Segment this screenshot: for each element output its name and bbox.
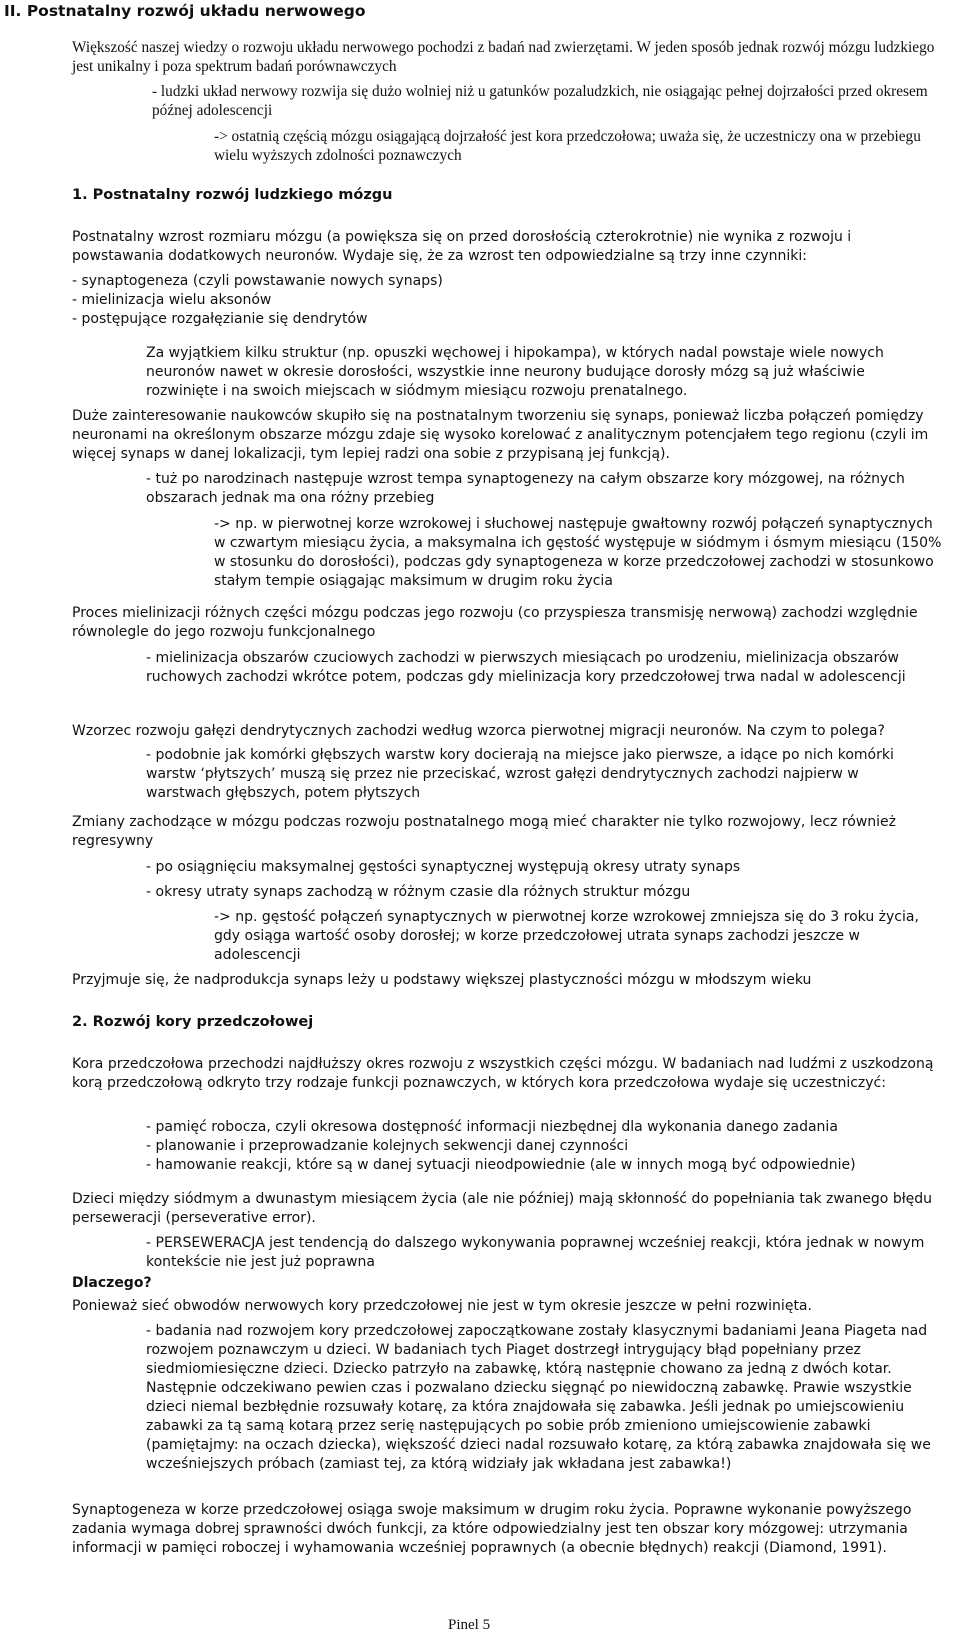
regression-arrow-point: -> np. gęstość połączeń synaptycznych w pierwotnej korze wzrokowej zmniejsza się do 3 roku życia, gdy osiąga wartość osoby dorosłej; w korze przedczołowej utrata synaps zachodzi jeszcze w adolescencji <box>214 909 919 963</box>
overproduction-paragraph: Przyjmuje się, że nadprodukcja synaps leży u podstawy większej plastyczności mózgu w młodszym wieku <box>72 972 812 988</box>
functions-list <box>146 1118 946 1175</box>
piaget-subpoint: - badania nad rozwojem kory przedczołowej zapoczątkowane zostały klasycznymi badaniami Jeana Piageta nad rozwojem poznawczym u dzieci. W badaniach tych Piaget dostrzegł intrygujący błąd popełniany przez siedmiomiesięczne dzieci. Dziecko patrzyło na zabawkę, którą następnie chowano za jedną z dwóch kotar. Następnie odczekiwano pewien czas i pozwalano dziecku sięgnąć po niewidoczną zabawkę. Prawie wszystkie dzieci niemal bezbłędnie rozsuwały kotarę, za która znajdowała się zabawka. Jeśli jednak po umiejscowieniu zabawki za tą samą kotarą przez serię następujących po sobie prób zmieniono umiejscowienie zabawki (pamiętajmy: na oczach dziecka), większość dzieci nadal rozsuwało kotarę, za którą zabawka znajdowała się we wcześniejszych próbach (zamiast tej, za którą widziały jak wkładana jest zabawka!) <box>146 1323 931 1472</box>
regression-subpoint: - po osiągnięciu maksymalnej gęstości synaptycznej występują okresy utraty synaps <box>146 859 741 875</box>
perseveration-subpoint: - PERSEWERACJA jest tendencją do dalszego wykonywania poprawnej wcześniej reakcji, która jednak w nowym kontekście nie jest już poprawna <box>146 1235 925 1270</box>
factor-item: - synaptogeneza (czyli powstawanie nowych synaps) <box>72 273 443 289</box>
exception-paragraph: Za wyjątkiem kilku struktur (np. opuszki węchowej i hipokampa), w których nadal powstaje wiele nowych neuronów nawet w okresie dorosłości, wszystkie inne neurony budujące dorosły mózg są już właściwie rozwinięte i na swoich miejscach w siódmym miesiącu rozwoju prenatalnego. <box>146 345 884 399</box>
document-title: II. Postnatalny rozwój układu nerwowego <box>4 2 366 20</box>
network-paragraph: Ponieważ sieć obwodów nerwowych kory przedczołowej nie jest w tym okresie jeszcze w pełni rozwinięta. <box>72 1298 812 1314</box>
why-label: Dlaczego? <box>72 1275 152 1291</box>
section-1-heading: 1. Postnatalny rozwój ludzkiego mózgu <box>72 187 393 203</box>
factors-list <box>72 272 672 329</box>
prefrontal-paragraph: Kora przedczołowa przechodzi najdłuższy okres rozwoju z wszystkich części mózgu. W badaniach nad ludźmi z uszkodzoną korą przedczołową odkryto trzy rodzaje funkcji poznawczych, w których kora przedczołowa wydaje się uczestniczyć: <box>72 1056 934 1091</box>
function-item: - planowanie i przeprowadzanie kolejnych sekwencji danej czynności <box>146 1138 629 1154</box>
section-1-paragraph: Postnatalny wzrost rozmiaru mózgu (a powiększa się on przed dorosłością czterokrotnie) nie wynika z rozwoju i powstawania dodatkowych neuronów. Wydaje się, że za wzrost ten odpowiedzialne są trzy inne czynniki: <box>72 229 852 264</box>
regression-subpoint: - okresy utraty synaps zachodzą w różnym czasie dla różnych struktur mózgu <box>146 884 691 900</box>
function-item: - pamięć robocza, czyli okresowa dostępność informacji niezbędnej dla wykonania danego zadania <box>146 1119 838 1135</box>
intro-subpoint: - ludzki układ nerwowy rozwija się dużo wolniej niż u gatunków pozaludzkich, nie osiągając pełnej dojrzałości przed okresem późnej adolescencji <box>152 83 928 119</box>
intro-arrow-point: -> ostatnią częścią mózgu osiągającą dojrzałość jest kora przedczołowa; uważa się, że uczestniczy ona w przebiegu wielu wyższych zdolności poznawczych <box>214 128 921 164</box>
function-item: - hamowanie reakcji, które są w danej sytuacji nieodpowiednie (ale w innych mogą być odpowiednie) <box>146 1157 856 1173</box>
synaptogenesis-paragraph: Synaptogeneza w korze przedczołowej osiąga swoje maksimum w drugim roku życia. Poprawne wykonanie powyższego zadania wymaga dobrej sprawności dwóch funkcji, za które odpowiedzialny jest ten obszar kory mózgowej: utrzymania informacji w pamięci roboczej i wyhamowania wcześniej poprawnych (a obecnie błędnych) reakcji (Diamond, 1991). <box>72 1502 912 1556</box>
factor-item: - postępujące rozgałęzianie się dendrytów <box>72 311 368 327</box>
section-2-heading: 2. Rozwój kory przedczołowej <box>72 1014 314 1030</box>
dendrite-subpoint: - podobnie jak komórki głębszych warstw kory docierają na miejsce jako pierwsze, a idące po nich komórki warstw ‘płytszych’ muszą się przez nie przeciskać, wzrost gałęzi dendrytycznych zachodzi najpierw w warstwach głębszych, potem płytszych <box>146 747 894 801</box>
synapse-paragraph: Duże zainteresowanie naukowców skupiło się na postnatalnym tworzeniu się synaps, ponieważ liczba połączeń pomiędzy neuronami na określonym obszarze mózgu zdaje się wysoko korelować z analitycznym potencjałem tego regionu (czyli im więcej synaps w danej lokalizacji, tym lepiej radzi ona sobie z przypisaną jej funkcją). <box>72 408 929 462</box>
dendrite-paragraph: Wzorzec rozwoju gałęzi dendrytycznych zachodzi według wzorca pierwotnej migracji neuronów. Na czym to polega? <box>72 723 885 739</box>
perseveration-paragraph: Dzieci między siódmym a dwunastym miesiącem życia (ale nie później) mają skłonność do popełniania tak zwanego błędu perseweracji (perseverative error). <box>72 1191 933 1226</box>
synapse-subpoint: - tuż po narodzinach następuje wzrost tempa synaptogenezy na całym obszarze kory mózgowej, na różnych obszarach jednak ma ona różny przebieg <box>146 471 905 506</box>
intro-paragraph: Większość naszej wiedzy o rozwoju układu nerwowego pochodzi z badań nad zwierzętami. W jeden sposób jednak rozwój mózgu ludzkiego jest unikalny i poza spektrum badań porównawczych <box>72 39 935 75</box>
factor-item: - mielinizacja wielu aksonów <box>72 292 272 308</box>
regression-paragraph: Zmiany zachodzące w mózgu podczas rozwoju postnatalnego mogą mieć charakter nie tylko rozwojowy, lecz również regresywny <box>72 814 897 849</box>
synapse-arrow-point: -> np. w pierwotnej korze wzrokowej i słuchowej następuje gwałtowny rozwój połączeń synaptycznych w czwartym miesiącu życia, a maksymalna ich gęstość występuje w siódmym i ósmym miesiącu (150% w stosunku do dorosłości), podczas gdy synaptogeneza w korze przedczołowej zachodzi w stosunkowo stałym tempie osiągając maksimum w drugim roku życia <box>214 516 942 589</box>
myelination-paragraph: Proces mielinizacji różnych części mózgu podczas jego rozwoju (co przyspiesza transmisję nerwową) zachodzi względnie równolegle do jego rozwoju funkcjonalnego <box>72 605 918 640</box>
page-footer: Pinel 5 <box>448 1617 491 1633</box>
myelination-subpoint: - mielinizacja obszarów czuciowych zachodzi w pierwszych miesiącach po urodzeniu, mielinizacja obszarów ruchowych zachodzi wkrótce potem, podczas gdy mielinizacja kory przedczołowej trwa nadal w adolescencji <box>146 650 906 685</box>
